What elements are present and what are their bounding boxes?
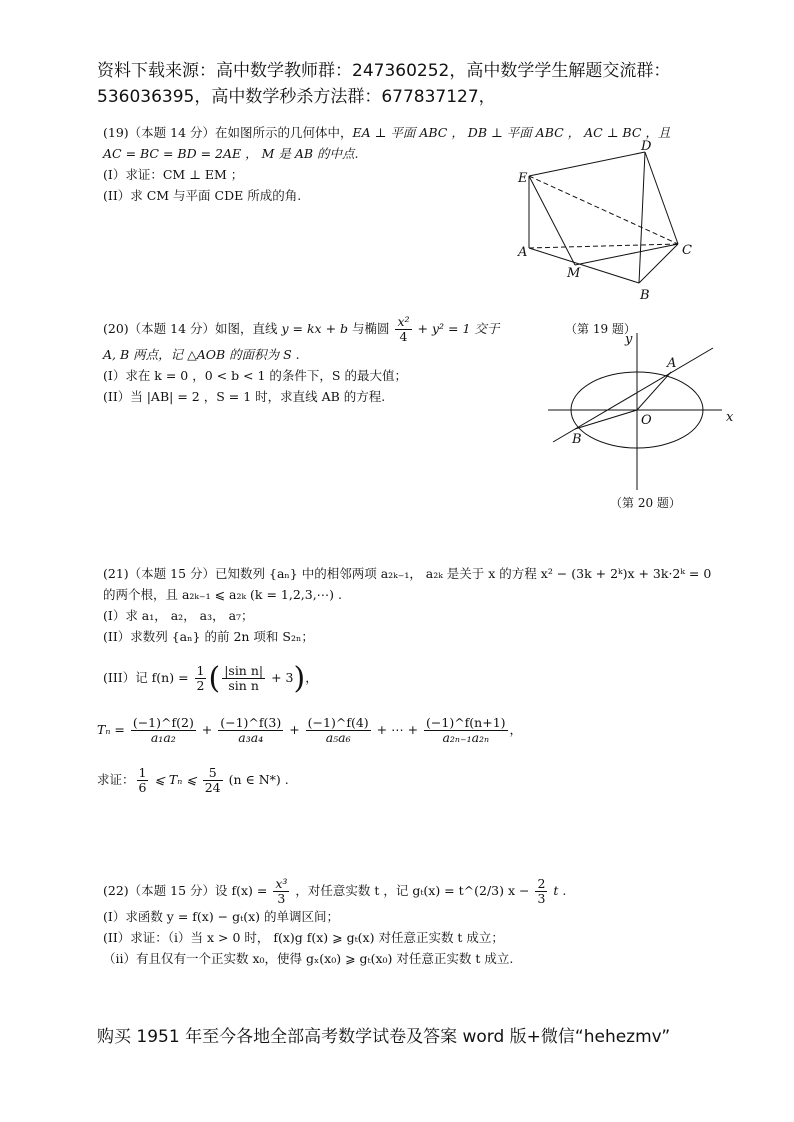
q21-l-den: 6 — [138, 780, 147, 795]
q20-part-2: (II）当 |AB| = 2 ，S = 1 时，求直线 AB 的方程. — [103, 389, 386, 404]
q21-left-paren: ( — [208, 661, 221, 696]
edge-AC-hidden — [529, 244, 678, 248]
q21-lower-frac — [137, 766, 149, 795]
q22-f-num: x³ — [275, 876, 288, 891]
q20-ellipse-rest: + y² = 1 交于 — [413, 321, 500, 336]
q21-line-2: 的两个根，且 a₂ₖ₋₁ ⩽ a₂ₖ (k = 1,2,3,⋯) . — [103, 587, 342, 602]
q21-r-den: 24 — [204, 780, 221, 795]
q21-plus3: + 3 — [267, 670, 294, 685]
q21-t4-num: (−1)^f(n+1) — [426, 715, 506, 730]
q20-part-1: (I）求在 k = 0 ，0 < b < 1 的条件下，S 的最大值； — [103, 368, 407, 383]
q21-term-3 — [306, 716, 371, 745]
figure-20 — [545, 325, 745, 495]
q21-l-num: 1 — [138, 765, 147, 780]
q21-term-2 — [218, 716, 283, 745]
label-B-20: B — [572, 432, 582, 447]
q21-tn-line: Tₙ = $\frac{(-1)\^{}f(2)}{\text{a₁a₂}}$ + $\frac{(-1)\^{}f(3)}{\text{a₃a₄}}$ + $\frac{(-1)\^{}f(4)}{\text{a₅a₆}}$ + ⋯ + $\frac{(-1)\^{}f(n+1)}{\text{a₂ₙ₋₁a₂ₙ}}$ ， — [97, 715, 523, 745]
figure-19 — [505, 140, 715, 315]
q21-upper-frac — [203, 766, 223, 795]
edge-AB — [529, 248, 639, 283]
q22-f-den: 3 — [277, 891, 286, 906]
label-D: D — [641, 140, 652, 154]
label-M: M — [567, 266, 581, 281]
edge-ED — [529, 152, 645, 176]
q21-line-1: (21)（本题 15 分）已知数列 {aₙ} 中的相邻两项 a₂ₖ₋₁， a₂ₖ 是关于 x 的方程 x² − (3k + 2ᵏ)x + 3k·2ᵏ = 0 — [103, 566, 712, 581]
q21-part3-prefix: (III）记 f(n) = — [103, 670, 193, 685]
q22-g-frac — [535, 877, 547, 906]
question-19 — [103, 122, 671, 206]
q21-t4-den: a₂ₙ₋₁a₂ₙ — [442, 730, 490, 745]
label-B: B — [640, 288, 650, 303]
caption-20: （第 20 题） — [610, 496, 681, 510]
q21-fn-def — [103, 661, 723, 696]
q22-g-num: 2 — [537, 876, 546, 891]
q21-part-1: (I）求 a₁， a₂， a₃， a₇； — [103, 608, 254, 623]
q21-tn-prefix: Tₙ = — [97, 722, 129, 737]
header-line-2: 536036395，高中数学秒杀方法群：677837127， — [97, 87, 496, 107]
question-22 — [103, 877, 723, 969]
q19-part-1: (I）求证：CM ⊥ EM ； — [103, 167, 244, 182]
q19-intro: (19)（本题 14 分）在如图所示的几何体中， — [103, 125, 353, 140]
q21-t2-num: (−1)^f(3) — [220, 715, 282, 730]
q19-cond1: EA ⊥ 平面 ABC ， DB ⊥ 平面 ABC ， AC ⊥ BC ，且 — [352, 125, 671, 140]
q21-prove-suffix: (n ∈ N*) . — [224, 772, 289, 787]
q21-part-3 — [103, 661, 723, 696]
edge-EC-hidden — [529, 176, 678, 244]
q21-t1-num: (−1)^f(2) — [132, 715, 194, 730]
q21-half-den: 2 — [196, 678, 205, 693]
q20-ellipse-num: x² — [397, 314, 410, 329]
label-E: E — [518, 171, 528, 186]
edge-MC — [575, 244, 678, 265]
edge-EM — [529, 176, 575, 265]
q19-part-2: (II）求 CM 与平面 CDE 所成的角. — [103, 188, 302, 203]
q20-line-1 — [103, 315, 543, 344]
question-21 — [103, 563, 723, 647]
label-A-20: A — [667, 356, 677, 371]
edge-DB — [639, 152, 645, 283]
q21-right-paren: ) — [293, 661, 306, 696]
q21-t2-den: a₃a₄ — [238, 730, 264, 745]
header-line-1: 资料下载来源：高中数学教师群：247360252，高中数学学生解题交流群： — [97, 61, 671, 81]
label-y: y — [625, 332, 633, 347]
question-20 — [103, 315, 543, 407]
q20-intro: (20)（本题 14 分）如图，直线 — [103, 321, 282, 336]
q20-line-eq: y = kx + b — [281, 321, 349, 336]
q21-prove-prefix: 求证： — [97, 772, 135, 787]
q22-end: t . — [549, 883, 567, 898]
q21-sin-frac — [222, 664, 265, 693]
q22-f-frac — [273, 877, 289, 906]
q21-t1-den: a₁a₂ — [150, 730, 176, 745]
q22-intro: (22)（本题 15 分）设 f(x) = — [103, 883, 272, 898]
q21-half-num: 1 — [196, 663, 205, 678]
q21-sin-num: |sin n| — [224, 663, 264, 678]
q19-line-2: AC = BC = BD = 2AE ， M 是 AB 的中点. — [103, 146, 359, 161]
q21-mid: ⩽ Tₙ ⩽ — [150, 772, 201, 787]
q21-part-2: (II）求数列 {aₙ} 的前 2n 项和 S₂ₙ； — [103, 629, 314, 644]
q21-t3-num: (−1)^f(4) — [307, 715, 369, 730]
q20-with-ellipse: 与椭圆 — [348, 321, 394, 336]
q21-sin-den: sin n — [228, 678, 259, 693]
q20-ellipse-den: 4 — [399, 329, 408, 344]
q21-t3-den: a₅a₆ — [325, 730, 351, 745]
label-C: C — [682, 243, 692, 258]
q21-term-n — [424, 716, 508, 745]
q21-dots: + ⋯ + — [372, 722, 423, 737]
edge-DC — [645, 152, 678, 244]
label-O: O — [641, 413, 652, 428]
caption-19: （第 19 题） — [565, 322, 636, 336]
q20-ellipse-frac — [395, 315, 411, 344]
q22-mid: ，对任意实数 t ，记 gₜ(x) = t^(2/3) x − — [291, 883, 534, 898]
q22-part-3: （ⅱ）有且仅有一个正实数 x₀，使得 gₓ(x₀) ⩾ gₜ(x₀) 对任意正实数 t 成立. — [103, 951, 514, 966]
segment-OA — [637, 372, 671, 410]
q21-term-1 — [131, 716, 196, 745]
q20-line-2: A, B 两点，记 △AOB 的面积为 S . — [103, 347, 300, 362]
label-x: x — [726, 410, 734, 425]
q21-prove — [97, 766, 717, 795]
q22-part-2: (II）求证：（ⅰ）当 x > 0 时， f(x)g f(x) ⩾ gₜ(x) 对任意正实数 t 成立； — [103, 930, 504, 945]
q21-comma: ， — [305, 670, 318, 685]
label-A: A — [518, 245, 528, 260]
segment-OB — [575, 410, 637, 429]
q21-r-num: 5 — [203, 766, 223, 781]
q21-tn-def — [97, 716, 717, 745]
q22-part-1: (I）求函数 y = f(x) − gₜ(x) 的单调区间； — [103, 909, 339, 924]
q22-g-den: 3 — [537, 891, 546, 906]
q21-half — [195, 664, 207, 693]
edge-BC — [639, 244, 678, 283]
q22-line-1 — [103, 877, 723, 906]
purchase-footer: 购买 1951 年至今各地全部高考数学试卷及答案 word 版+微信“hehezmv” — [97, 1027, 671, 1047]
q21-prove-line — [97, 766, 717, 795]
source-header — [97, 58, 717, 110]
q19-line-1 — [103, 122, 671, 143]
